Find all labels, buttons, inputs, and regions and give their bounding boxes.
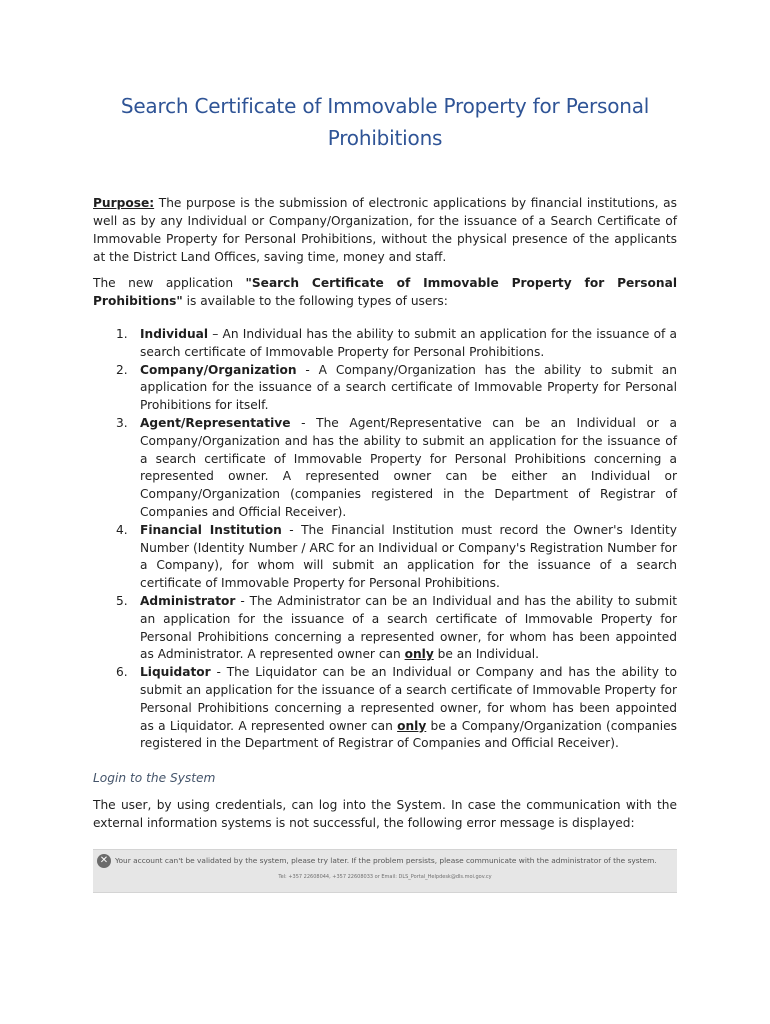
list-item-administrator xyxy=(116,593,677,664)
purpose-text: The purpose is the submission of electronic applications by financial institutions, as well as by any Individual or Company/Organization, for the issuance of a Search Certificate of Immovable Property for Personal Prohibitions, without the physical presence of the applicants at the District Land Offices, saving time, money and staff. xyxy=(93,196,677,264)
list-item-liquidator xyxy=(116,664,677,753)
user-type-description-end: be a Company/Organization (companies registered in the Department of Registrar of Companies and Official Receiver). xyxy=(140,718,677,751)
purpose-paragraph xyxy=(93,194,677,266)
user-types-list xyxy=(93,326,677,753)
user-type-description-end: be an Individual. xyxy=(433,647,540,662)
document-page xyxy=(93,90,677,840)
list-item-agent xyxy=(116,415,677,522)
user-type-term: Administrator xyxy=(140,593,236,608)
user-type-description: - A Company/Organization has the ability to submit an application for the issuance of a search certificate of Immovable Property for Personal Prohibitions for itself. xyxy=(140,362,677,413)
login-heading: Login to the System xyxy=(93,771,216,786)
emphasis-only: only xyxy=(397,718,427,733)
login-paragraph: The user, by using credentials, can log into the System. In case the communication with the external information systems is not successful, the following error message is displayed: xyxy=(93,798,677,831)
error-contact-text: Tel: +357 22608044, +357 22608033 or Email: DLS_Portal_Helpdesk@dls.moi.gov.cy xyxy=(278,874,492,880)
list-number: 4. xyxy=(116,522,128,537)
user-type-term: Agent/Representative xyxy=(140,415,291,430)
user-type-term: Individual xyxy=(140,327,209,341)
user-type-description: - The Administrator can be an Individual and has the ability to submit an application for the issuance of a search certificate of Immovable Property for Personal Prohibitions concerning a represented owner, for whom has been appointed as Administrator. A represented owner can xyxy=(140,593,677,662)
user-type-description: - The Liquidator can be an Individual or Company and has the ability to submit an application for the issuance of a search certificate of Immovable Property for Personal Prohibitions concerning a represented owner, for whom has been appointed as a Liquidator. A represented owner can xyxy=(140,665,677,733)
user-type-description: - The Financial Institution must record the Owner's Identity Number (Identity Number / ARC for an Individual or Company's Registration Number for a Company), for whom will submit an application for the issuance of a search certificate of Immovable Property for Personal Prohibitions. xyxy=(140,522,678,591)
error-message-text: Your account can't be validated by the system, please try later. If the problem persists, please communicate with the administrator of the system. xyxy=(115,856,657,865)
list-number: 2. xyxy=(116,362,128,377)
list-item-financial-institution xyxy=(116,522,678,593)
list-item-company xyxy=(116,362,677,415)
intro-before: The new application xyxy=(93,276,246,290)
user-type-description: – An Individual has the ability to submit an application for the issuance of a search certificate of Immovable Property for Personal Prohibitions. xyxy=(140,327,677,359)
list-number: 6. xyxy=(116,665,128,680)
error-message-screenshot xyxy=(93,849,677,893)
user-type-term: Company/Organization xyxy=(140,362,297,377)
list-number: 3. xyxy=(116,415,128,430)
document-title: Search Certificate of Immovable Property for Personal Prohibitions xyxy=(120,94,650,150)
user-type-description: - The Agent/Representative can be an Individual or a Company/Organization and has the ability to submit an application for the issuance of a search certificate of Immovable Property for Personal Prohibitions concerning a represented owner. A represented owner can be either an Individual or Company/Organization (companies registered in the Department of Registrar of Companies and Official Receiver). xyxy=(140,415,677,519)
user-type-term: Liquidator xyxy=(140,665,211,680)
emphasis-only: only xyxy=(404,647,434,662)
user-type-term: Financial Institution xyxy=(140,522,282,537)
list-number: 5. xyxy=(116,593,128,608)
purpose-label: Purpose: xyxy=(93,196,155,210)
close-circle-icon: ✕ xyxy=(97,854,111,868)
application-name: "Search Certificate of Immovable Property for Personal Prohibitions" xyxy=(93,276,677,308)
list-number: 1. xyxy=(116,327,128,341)
list-item-individual xyxy=(116,326,677,362)
intro-after: is available to the following types of users: xyxy=(182,294,448,308)
intro-paragraph xyxy=(93,274,677,310)
